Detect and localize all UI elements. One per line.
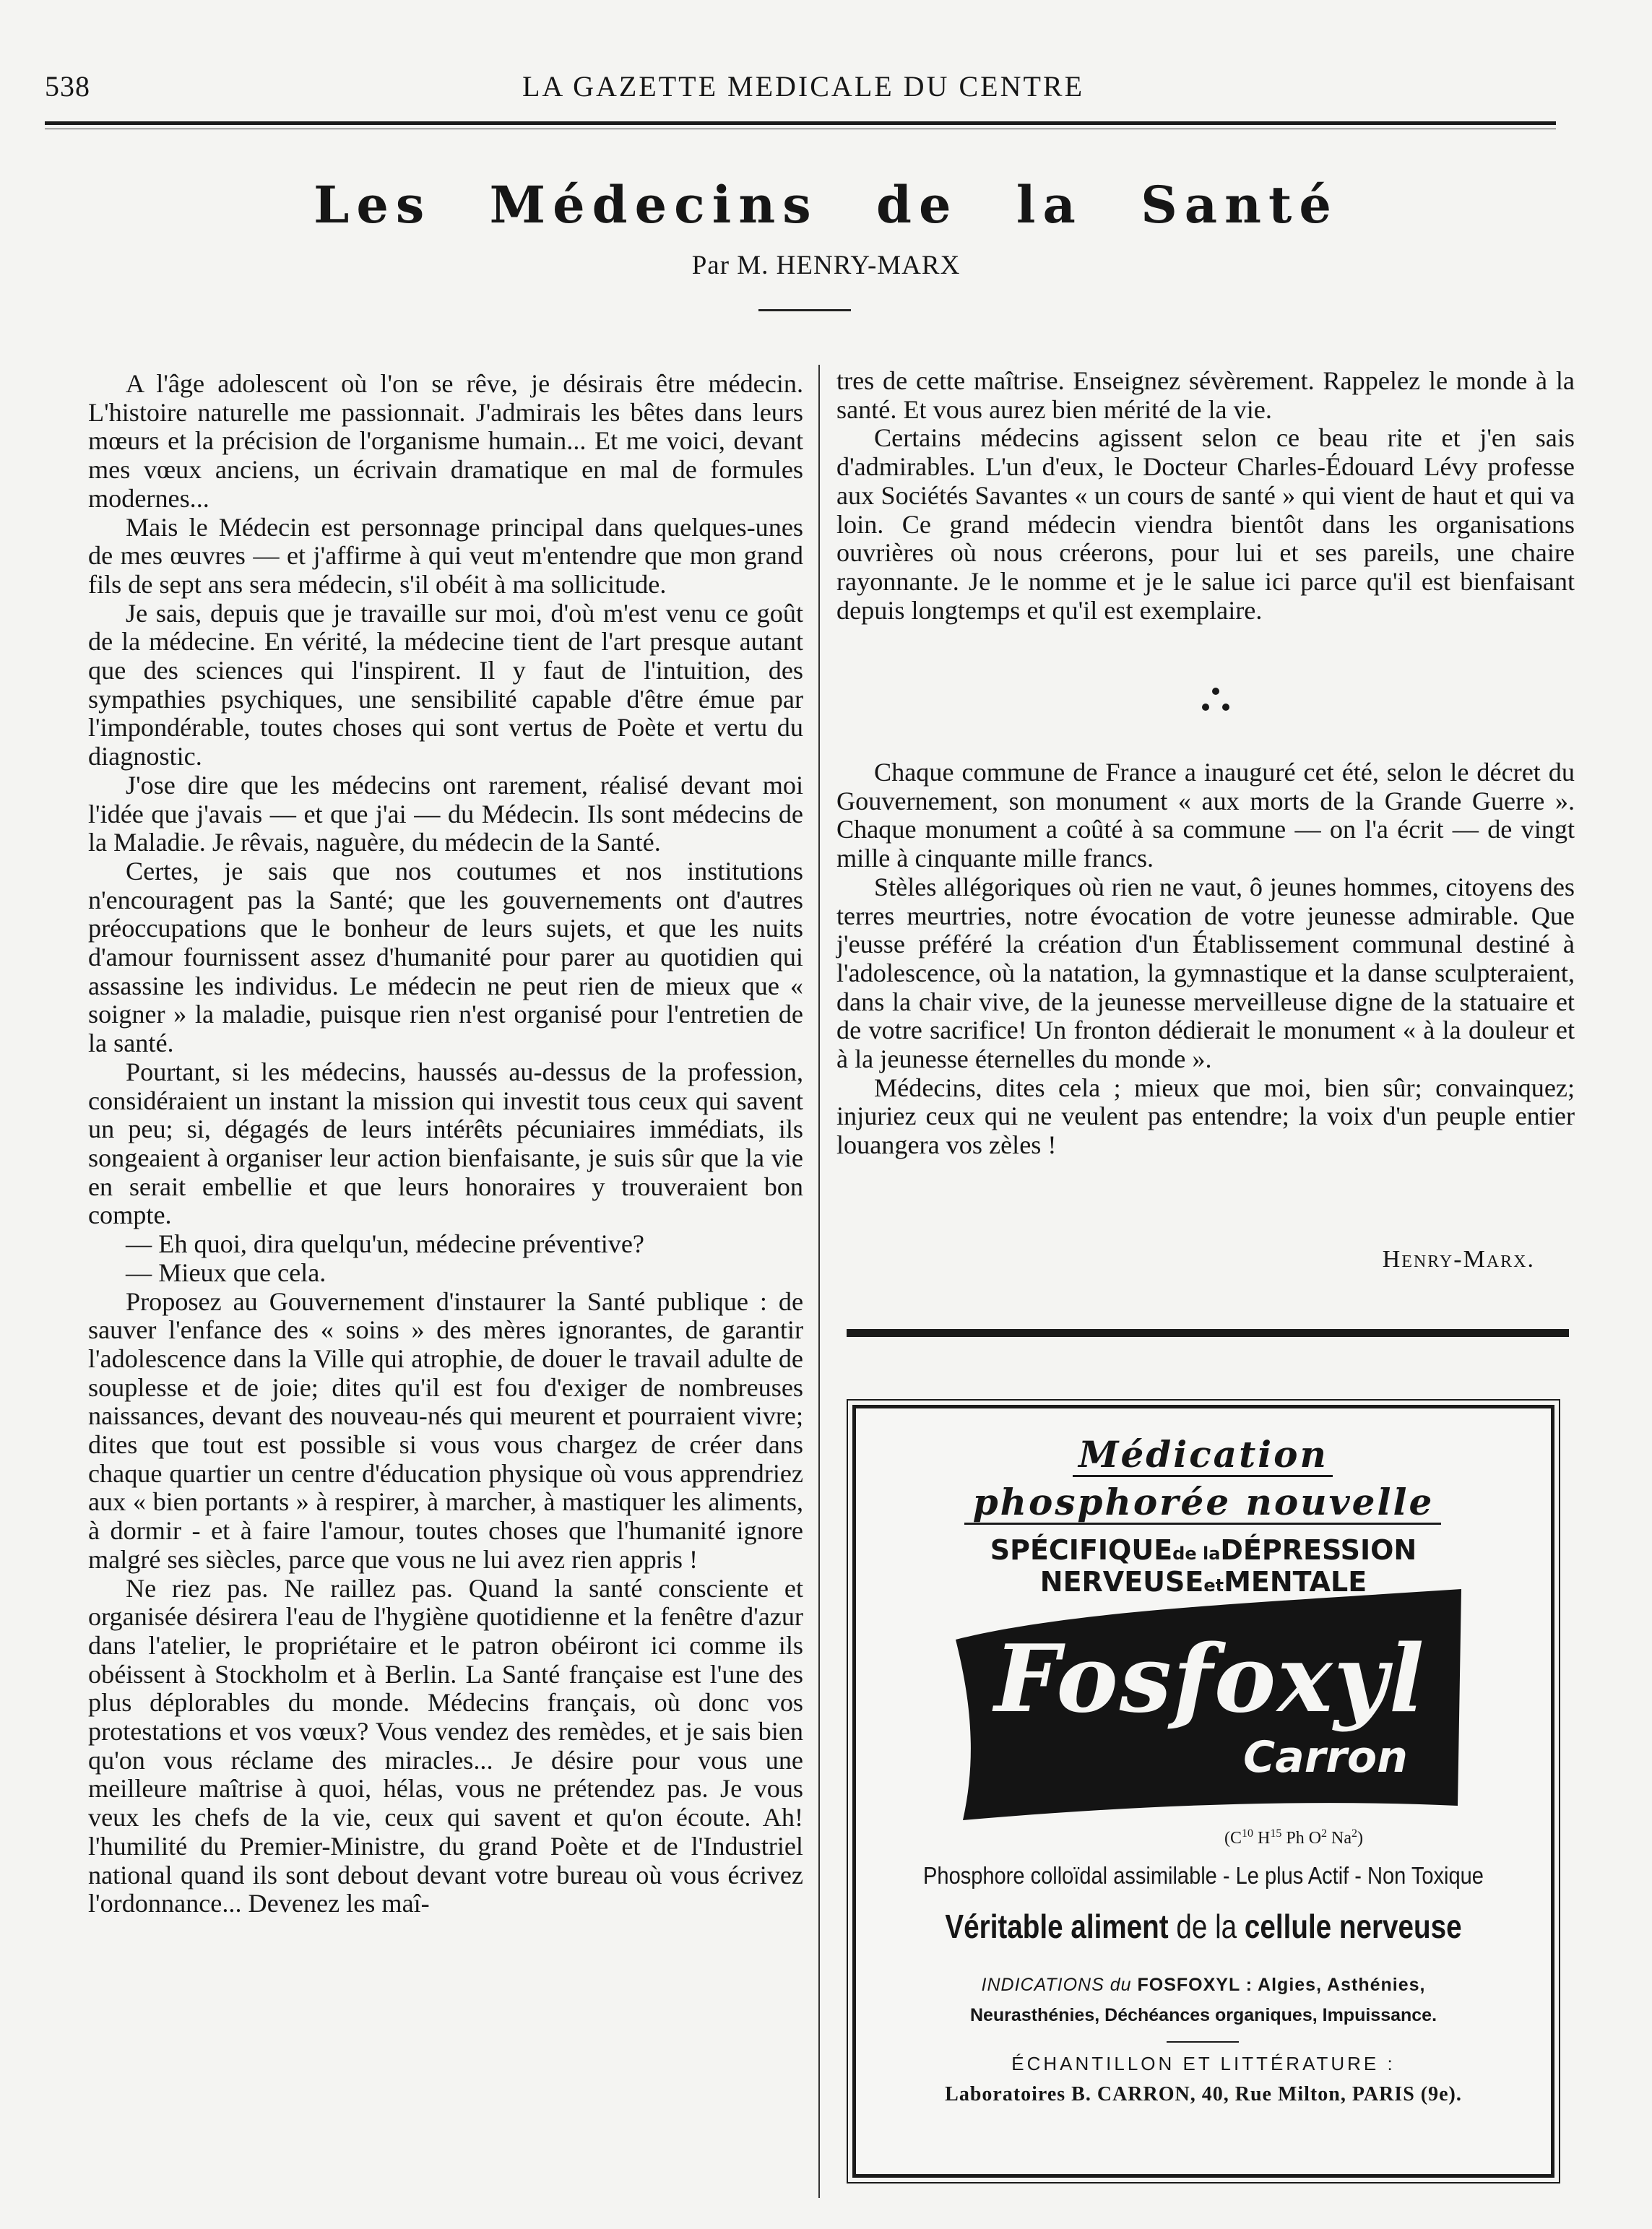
title-rule bbox=[758, 309, 851, 311]
paragraph: tres de cette maîtrise. Enseignez sévèrement. Rappelez le monde à la santé. Et vous aurez bien mérité de la vie. bbox=[836, 366, 1575, 424]
paragraph: Proposez au Gouvernement d'instaurer la Santé publique : de sauver l'enfance des « soins » des mères ignorantes, de garantir l'adolescence dans la Ville qui atrophie, de douer le travail adulte de souplesse et de joie; dites qu'il est fou d'exiger de nombreuses naissances, devant des nouveau-nés qui meurent et pourraient vivre; dites que tout est possible si vous vous chargez de créer dans chaque quartier un centre d'éducation physique où vous apprendriez aux « bien portants » à respirer, à marcher, à mastiquer les aliments, à dormir - et à faire l'amour, toutes choses que l'humanité ignore malgré ses siècles, parce que vous ne lui avez rien appris ! bbox=[88, 1286, 803, 1574]
ad-headline-2: phosphorée nouvelle bbox=[972, 1481, 1435, 1523]
advertisement-rule bbox=[847, 1329, 1569, 1337]
right-column-top bbox=[836, 367, 1575, 625]
ad-specific-line: SPÉCIFIQUEde laDÉPRESSION NERVEUSEetMENTALE bbox=[990, 1534, 1417, 1598]
ad-underline bbox=[964, 1523, 1441, 1525]
ad-sample-line: ÉCHANTILLON ET LITTÉRATURE : bbox=[1011, 2053, 1396, 2074]
ad-aliment-line: Véritable aliment de la cellule nerveuse bbox=[945, 1908, 1462, 1945]
paragraph: Certains médecins agissent selon ce beau rite et j'en sais d'admirables. L'un d'eux, le Docteur Charles-Édouard Lévy professe aux Sociétés Savantes « un cours de santé » qui vient de haut et qui va loin. Ce grand médecin viendra bientôt dans les organisations ouvrières où nous créerons, pour lui et ses pareils, une chaire rayonnante. Je le nomme et je le salue ici parce qu'il est bienfaisant depuis longtemps et qu'il est exemplaire. bbox=[836, 423, 1575, 625]
header-rule bbox=[45, 121, 1556, 125]
asterism-separator bbox=[1195, 685, 1238, 721]
ad-headline-1: Médication bbox=[1078, 1433, 1328, 1476]
paragraph: Médecins, dites cela ; mieux que moi, bien sûr; convainquez; injuriez ceux qui ne veulent pas entendre; la voix d'un peuple entier louangera vos zèles ! bbox=[836, 1073, 1575, 1160]
page-number: 538 bbox=[45, 70, 90, 103]
author-signature: Henry-Marx. bbox=[1382, 1246, 1535, 1273]
paragraph: — Mieux que cela. bbox=[126, 1258, 326, 1287]
ad-separator bbox=[1167, 2041, 1239, 2043]
brand-maker: Carron bbox=[1243, 1732, 1408, 1783]
paragraph: — Eh quoi, dira quelqu'un, médecine préventive? bbox=[126, 1229, 644, 1259]
paragraph: Certes, je sais que nos coutumes et nos institutions n'encouragent pas la Santé; que les gouvernements ont d'autres préoccupations que le bonheur de leurs sujets, et que les nuits d'amour fournissent assez d'humanité pour parer au quotidien qui assassine les individus. Le médecin ne peut rien de mieux que « soigner » la maladie, puisque rien n'est organisé pour l'entretien de la santé. bbox=[88, 856, 803, 1058]
paragraph: A l'âge adolescent où l'on se rêve, je désirais être médecin. L'histoire naturelle me passionnait. J'admirais les bêtes dans leurs mœurs et la précision de l'organisme humain... Et me voici, devant mes vœux anciens, un écrivain dramatique en mal de formules modernes... bbox=[88, 369, 803, 513]
paragraph: Mais le Médecin est personnage principal dans quelques-unes de mes œuvres — et j'affirme à qui veut m'entendre que mon grand fils de sept ans sera médecin, s'il obéit à ma sollicitude. bbox=[88, 512, 803, 599]
ad-phosphore-line: Phosphore colloïdal assimilable - Le plus Actif - Non Toxique bbox=[923, 1862, 1484, 1889]
paragraph: Je sais, depuis que je travaille sur moi, d'où m'est venu ce goût de la médecine. En vérité, la médecine tient de l'art presque autant que des sciences qui l'inspirent. Il y faut de l'intuition, des sympathies psychiques, une sensibilité capable d'être émue par l'impondérable, toutes choses qui sont vertus de Poète et vertu du diagnostic. bbox=[88, 598, 803, 771]
paragraph: Pourtant, si les médecins, haussés au-dessus de la profession, considéraient un instant la mission qui investit tous ceux qui savent un peu; si, dégagés de leurs intérêts pécuniaires immédiats, ils songeaient à organiser leur action bienfaisante, je suis sûr que la vie en serait embellie et que leurs honoraires y trouveraient bon compte. bbox=[88, 1057, 803, 1230]
running-header bbox=[45, 66, 1562, 110]
chemical-formula: ($C^{10}$ $H^{15}$ Ph $O^2$ Na$^2$) bbox=[1224, 1827, 1364, 1848]
article-byline: Par M. HENRY-MARX bbox=[691, 251, 961, 280]
article-title: Les Médecins de la Santé bbox=[313, 175, 1339, 235]
brand-name: Fosfoxyl bbox=[994, 1625, 1426, 1734]
ad-underline bbox=[1073, 1475, 1333, 1477]
paragraph: Stèles allégoriques où rien ne vaut, ô jeunes hommes, citoyens des terres meurtries, notre évocation de votre jeunesse admirable. Que j'eusse préféré la création d'un Établissement communal destiné à l'adolescence, où la natation, la gymnastique et la danse sculpteraient, dans la chair vive, de la jeunesse merveilleuse digne de la statuaire et de votre sacrifice! Un fronton dédierait le monument « à la douleur et à la jeunesse éternelles du monde ». bbox=[836, 872, 1575, 1074]
ad-laboratory-address: Laboratoires B. CARRON, 40, Rue Milton, PARIS (9e). bbox=[945, 2083, 1462, 2105]
paragraph: Chaque commune de France a inauguré cet été, selon le décret du Gouvernement, son monument « aux morts de la Grande Guerre ». Chaque monument a coûté à sa commune — on l'a écrit — de vingt mille à cinquante mille francs. bbox=[836, 758, 1575, 873]
paragraph: Ne riez pas. Ne raillez pas. Quand la santé consciente et organisée désirera l'eau de l'hygiène quotidienne et la fenêtre d'azur dans l'atelier, le propriétaire et le patron obéiront ici comme ils obéissent à Stockholm et à Berlin. La Santé française est l'une des plus déplorables du monde. Médecins français, où donc vos protestations et vos vœux? Vous vendez des remèdes, et je sais bien qu'on vous réclame des miracles... Je désire pour vous une meilleure maîtrise à quoi, hélas, vous ne prétendez pas. Je vous veux les chefs de la vie, ceux qui savent et qu'on écoute. Ah! l'humilité du Premier-Ministre, du grand Poète et de l'Industriel national quand ils sont debout devant votre bureau où vous écrivez l'ordonnance... Devenez les maî- bbox=[88, 1573, 803, 1918]
right-column-bottom bbox=[836, 758, 1575, 1160]
ad-indications-line: INDICATIONS du FOSFOXYL : Algies, Asthénies, bbox=[981, 1975, 1426, 1995]
journal-title: LA GAZETTE MEDICALE DU CENTRE bbox=[522, 70, 1084, 103]
advertisement-box bbox=[852, 1405, 1554, 2178]
paragraph: J'ose dire que les médecins ont rarement, réalisé devant moi l'idée que j'avais — et que j'ai — du Médecin. Ils sont médecins de la Maladie. Je rêvais, naguère, du médecin de la Santé. bbox=[88, 770, 803, 857]
ad-indications-line-2: Neurasthénies, Déchéances organiques, Impuissance. bbox=[969, 2005, 1437, 2025]
column-divider bbox=[818, 365, 820, 2198]
left-column bbox=[88, 370, 803, 1918]
